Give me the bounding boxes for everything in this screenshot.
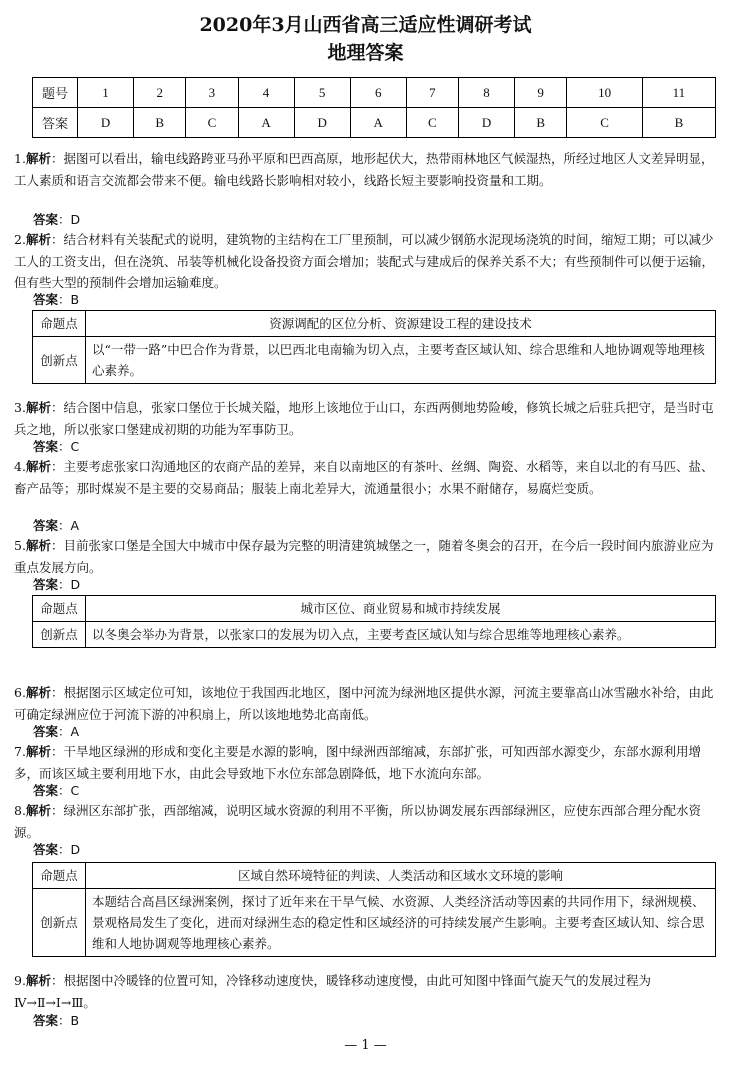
question-number-cell: 4 bbox=[238, 78, 294, 108]
analysis-label: 解析 bbox=[25, 151, 51, 166]
answer-cell: C bbox=[406, 108, 458, 138]
answer-cell: C bbox=[186, 108, 238, 138]
answer-value: ：B bbox=[58, 292, 80, 307]
analysis-label: 解析 bbox=[25, 232, 51, 247]
answer-value: ：D bbox=[58, 577, 81, 592]
answer-value: ：C bbox=[58, 783, 80, 798]
analysis-label: 解析 bbox=[25, 973, 51, 988]
proposition-box bbox=[32, 310, 716, 384]
question-analysis bbox=[14, 682, 718, 725]
answer-value: ：A bbox=[58, 724, 80, 739]
question-number: 9. bbox=[14, 973, 26, 988]
question-analysis bbox=[14, 397, 718, 440]
mingti-label: 命题点 bbox=[33, 596, 86, 622]
mingti-text: 区域自然环境特征的判读、人类活动和区域水文环境的影响 bbox=[86, 863, 716, 889]
analysis-text: ：主要考虑张家口沟通地区的农商产品的差异，来自以南地区的有茶叶、丝绸、陶瓷、水稻等，来自以北的有马匹、盐、畜产品等；那时煤炭不是主要的交易商品；服装上南北差异大，流通量很小；水果不耐储存，易腐烂变质。 bbox=[14, 459, 714, 496]
answer-label: 答案 bbox=[33, 518, 59, 533]
question-analysis bbox=[14, 970, 718, 1013]
answer-line bbox=[33, 840, 80, 858]
answer-line bbox=[33, 575, 80, 593]
answer-cell: A bbox=[350, 108, 406, 138]
question-number: 6. bbox=[14, 685, 26, 700]
question-number-cell: 7 bbox=[406, 78, 458, 108]
question-analysis bbox=[14, 535, 718, 578]
chuangxin-text: 本题结合高昌区绿洲案例，探讨了近年来在干旱气候、水资源、人类经济活动等因素的共同作用下，绿洲规模、景观格局发生了变化，进而对绿洲生态的稳定性和区域经济的可持续发展产生影响。主要考查区域认知、综合思维和人地协调观等地理核心素养。 bbox=[86, 889, 716, 957]
question-number-cell: 8 bbox=[458, 78, 514, 108]
chuangxin-label: 创新点 bbox=[33, 622, 86, 648]
answer-line bbox=[33, 516, 79, 534]
analysis-label: 解析 bbox=[25, 744, 51, 759]
answer-value: ：D bbox=[58, 212, 81, 227]
page-number: — 1 — bbox=[344, 1038, 387, 1053]
question-number-cell: 9 bbox=[515, 78, 567, 108]
chuangxin-text: 以“一带一路”中巴合作为背景，以巴西北电南输为切入点，主要考查区域认知、综合思维和人地协调观等地理核心素养。 bbox=[86, 337, 716, 384]
answer-cell: A bbox=[238, 108, 294, 138]
chuangxin-text: 以冬奥会举办为背景，以张家口的发展为切入点，主要考查区域认知与综合思维等地理核心素养。 bbox=[86, 622, 716, 648]
answer-table-number-row bbox=[33, 78, 716, 108]
analysis-label: 解析 bbox=[25, 400, 51, 415]
question-analysis bbox=[14, 456, 718, 499]
analysis-text: ：绿洲区东部扩张，西部缩减，说明区域水资源的利用不平衡，所以协调发展东西部绿洲区，应使东西部合理分配水资源。 bbox=[14, 803, 701, 840]
answer-table-answer-row bbox=[33, 108, 716, 138]
analysis-text: ：结合材料有关装配式的说明，建筑物的主结构在工厂里预制，可以减少钢筋水泥现场浇筑的时间，缩短工期；可以减少工人的工资支出，但在浇筑、吊装等机械化设备投资方面会增加；装配式与建成后的保养关系不大；有些预制件可以便于运输，但有些大型的预制件会增加运输难度。 bbox=[14, 232, 715, 290]
question-analysis bbox=[14, 148, 718, 191]
question-number: 4. bbox=[14, 459, 26, 474]
answer-cell: B bbox=[134, 108, 186, 138]
answer-line bbox=[33, 1011, 79, 1029]
answer-cell: D bbox=[78, 108, 134, 138]
question-analysis bbox=[14, 741, 718, 784]
question-number-cell: 6 bbox=[350, 78, 406, 108]
answer-line bbox=[33, 781, 79, 799]
analysis-text: ：干旱地区绿洲的形成和变化主要是水源的影响，图中绿洲西部缩减，东部扩张，可知西部水源变少，东部水源利用增多，而该区域主要利用地下水，由此会导致地下水位东部急剧降低，地下水流向东部。 bbox=[14, 744, 701, 781]
answer-cell: B bbox=[642, 108, 715, 138]
question-number-cell: 10 bbox=[567, 78, 643, 108]
answer-line bbox=[33, 210, 80, 228]
page-title: 2020年3月山西省高三适应性调研考试 bbox=[199, 14, 532, 36]
analysis-label: 解析 bbox=[25, 459, 51, 474]
answer-label: 答案 bbox=[33, 439, 59, 454]
answer-line bbox=[33, 290, 79, 308]
question-number: 5. bbox=[14, 538, 26, 553]
analysis-label: 解析 bbox=[25, 803, 51, 818]
analysis-text: ：据图可以看出，输电线路跨亚马孙平原和巴西高原，地形起伏大，热带雨林地区气候湿热，所经过地区人文差异明显，工人素质和语言交流都会带来不便。输电线路长影响相对较小，线路长短主要影响投资量和工期。 bbox=[14, 151, 714, 188]
analysis-text: ：目前张家口堡是全国大中城市中保存最为完整的明清建筑城堡之一，随着冬奥会的召开，在今后一段时间内旅游业应为重点发展方向。 bbox=[14, 538, 714, 575]
answer-label: 答案 bbox=[33, 724, 59, 739]
question-number-cell: 2 bbox=[134, 78, 186, 108]
answer-label: 答案 bbox=[33, 783, 59, 798]
page-subtitle: 地理答案 bbox=[327, 42, 404, 64]
row-header-answer: 答案 bbox=[33, 108, 78, 138]
mingti-text: 城市区位、商业贸易和城市持续发展 bbox=[86, 596, 716, 622]
question-analysis bbox=[14, 229, 718, 294]
row-header-number: 题号 bbox=[33, 78, 78, 108]
question-number: 1. bbox=[14, 151, 26, 166]
question-number: 7. bbox=[14, 744, 26, 759]
answer-line bbox=[33, 722, 79, 740]
analysis-text: ：结合图中信息，张家口堡位于长城关隘，地形上该地位于山口，东西两侧地势险峻，修筑长城之后驻兵把守，是当时屯兵之地，所以张家口堡建成初期的功能为军事防卫。 bbox=[14, 400, 714, 437]
mingti-label: 命题点 bbox=[33, 311, 86, 337]
mingti-label: 命题点 bbox=[33, 863, 86, 889]
analysis-text: ：根据图示区域定位可知，该地位于我国西北地区，图中河流为绿洲地区提供水源，河流主要靠高山冰雪融水补给，由此可确定绿洲应位于河流下游的冲积扇上，所以该地地势北高南低。 bbox=[14, 685, 714, 722]
answer-line bbox=[33, 437, 79, 455]
question-number-cell: 11 bbox=[642, 78, 715, 108]
proposition-box bbox=[32, 862, 716, 957]
answer-value: ：B bbox=[58, 1013, 80, 1028]
answer-label: 答案 bbox=[33, 292, 59, 307]
answer-value: ：D bbox=[58, 842, 81, 857]
answer-cell: D bbox=[458, 108, 514, 138]
answer-label: 答案 bbox=[33, 842, 59, 857]
answer-value: ：A bbox=[58, 518, 80, 533]
answer-label: 答案 bbox=[33, 1013, 59, 1028]
answer-table bbox=[32, 77, 716, 138]
answer-label: 答案 bbox=[33, 577, 59, 592]
answer-cell: D bbox=[294, 108, 350, 138]
question-number-cell: 1 bbox=[78, 78, 134, 108]
question-number: 2. bbox=[14, 232, 26, 247]
question-number: 3. bbox=[14, 400, 26, 415]
question-analysis bbox=[14, 800, 718, 843]
analysis-text: ：根据图中冷暖锋的位置可知，冷锋移动速度快，暖锋移动速度慢，由此可知图中锋面气旋天气的发展过程为Ⅳ→Ⅱ→Ⅰ→Ⅲ。 bbox=[14, 973, 651, 1010]
answer-cell: C bbox=[567, 108, 643, 138]
answer-label: 答案 bbox=[33, 212, 59, 227]
question-number-cell: 3 bbox=[186, 78, 238, 108]
chuangxin-label: 创新点 bbox=[33, 337, 86, 384]
analysis-label: 解析 bbox=[25, 685, 51, 700]
proposition-box bbox=[32, 595, 716, 648]
question-number: 8. bbox=[14, 803, 26, 818]
question-number-cell: 5 bbox=[294, 78, 350, 108]
mingti-text: 资源调配的区位分析、资源建设工程的建设技术 bbox=[86, 311, 716, 337]
answer-cell: B bbox=[515, 108, 567, 138]
chuangxin-label: 创新点 bbox=[33, 889, 86, 957]
answer-value: ：C bbox=[58, 439, 80, 454]
analysis-label: 解析 bbox=[25, 538, 51, 553]
